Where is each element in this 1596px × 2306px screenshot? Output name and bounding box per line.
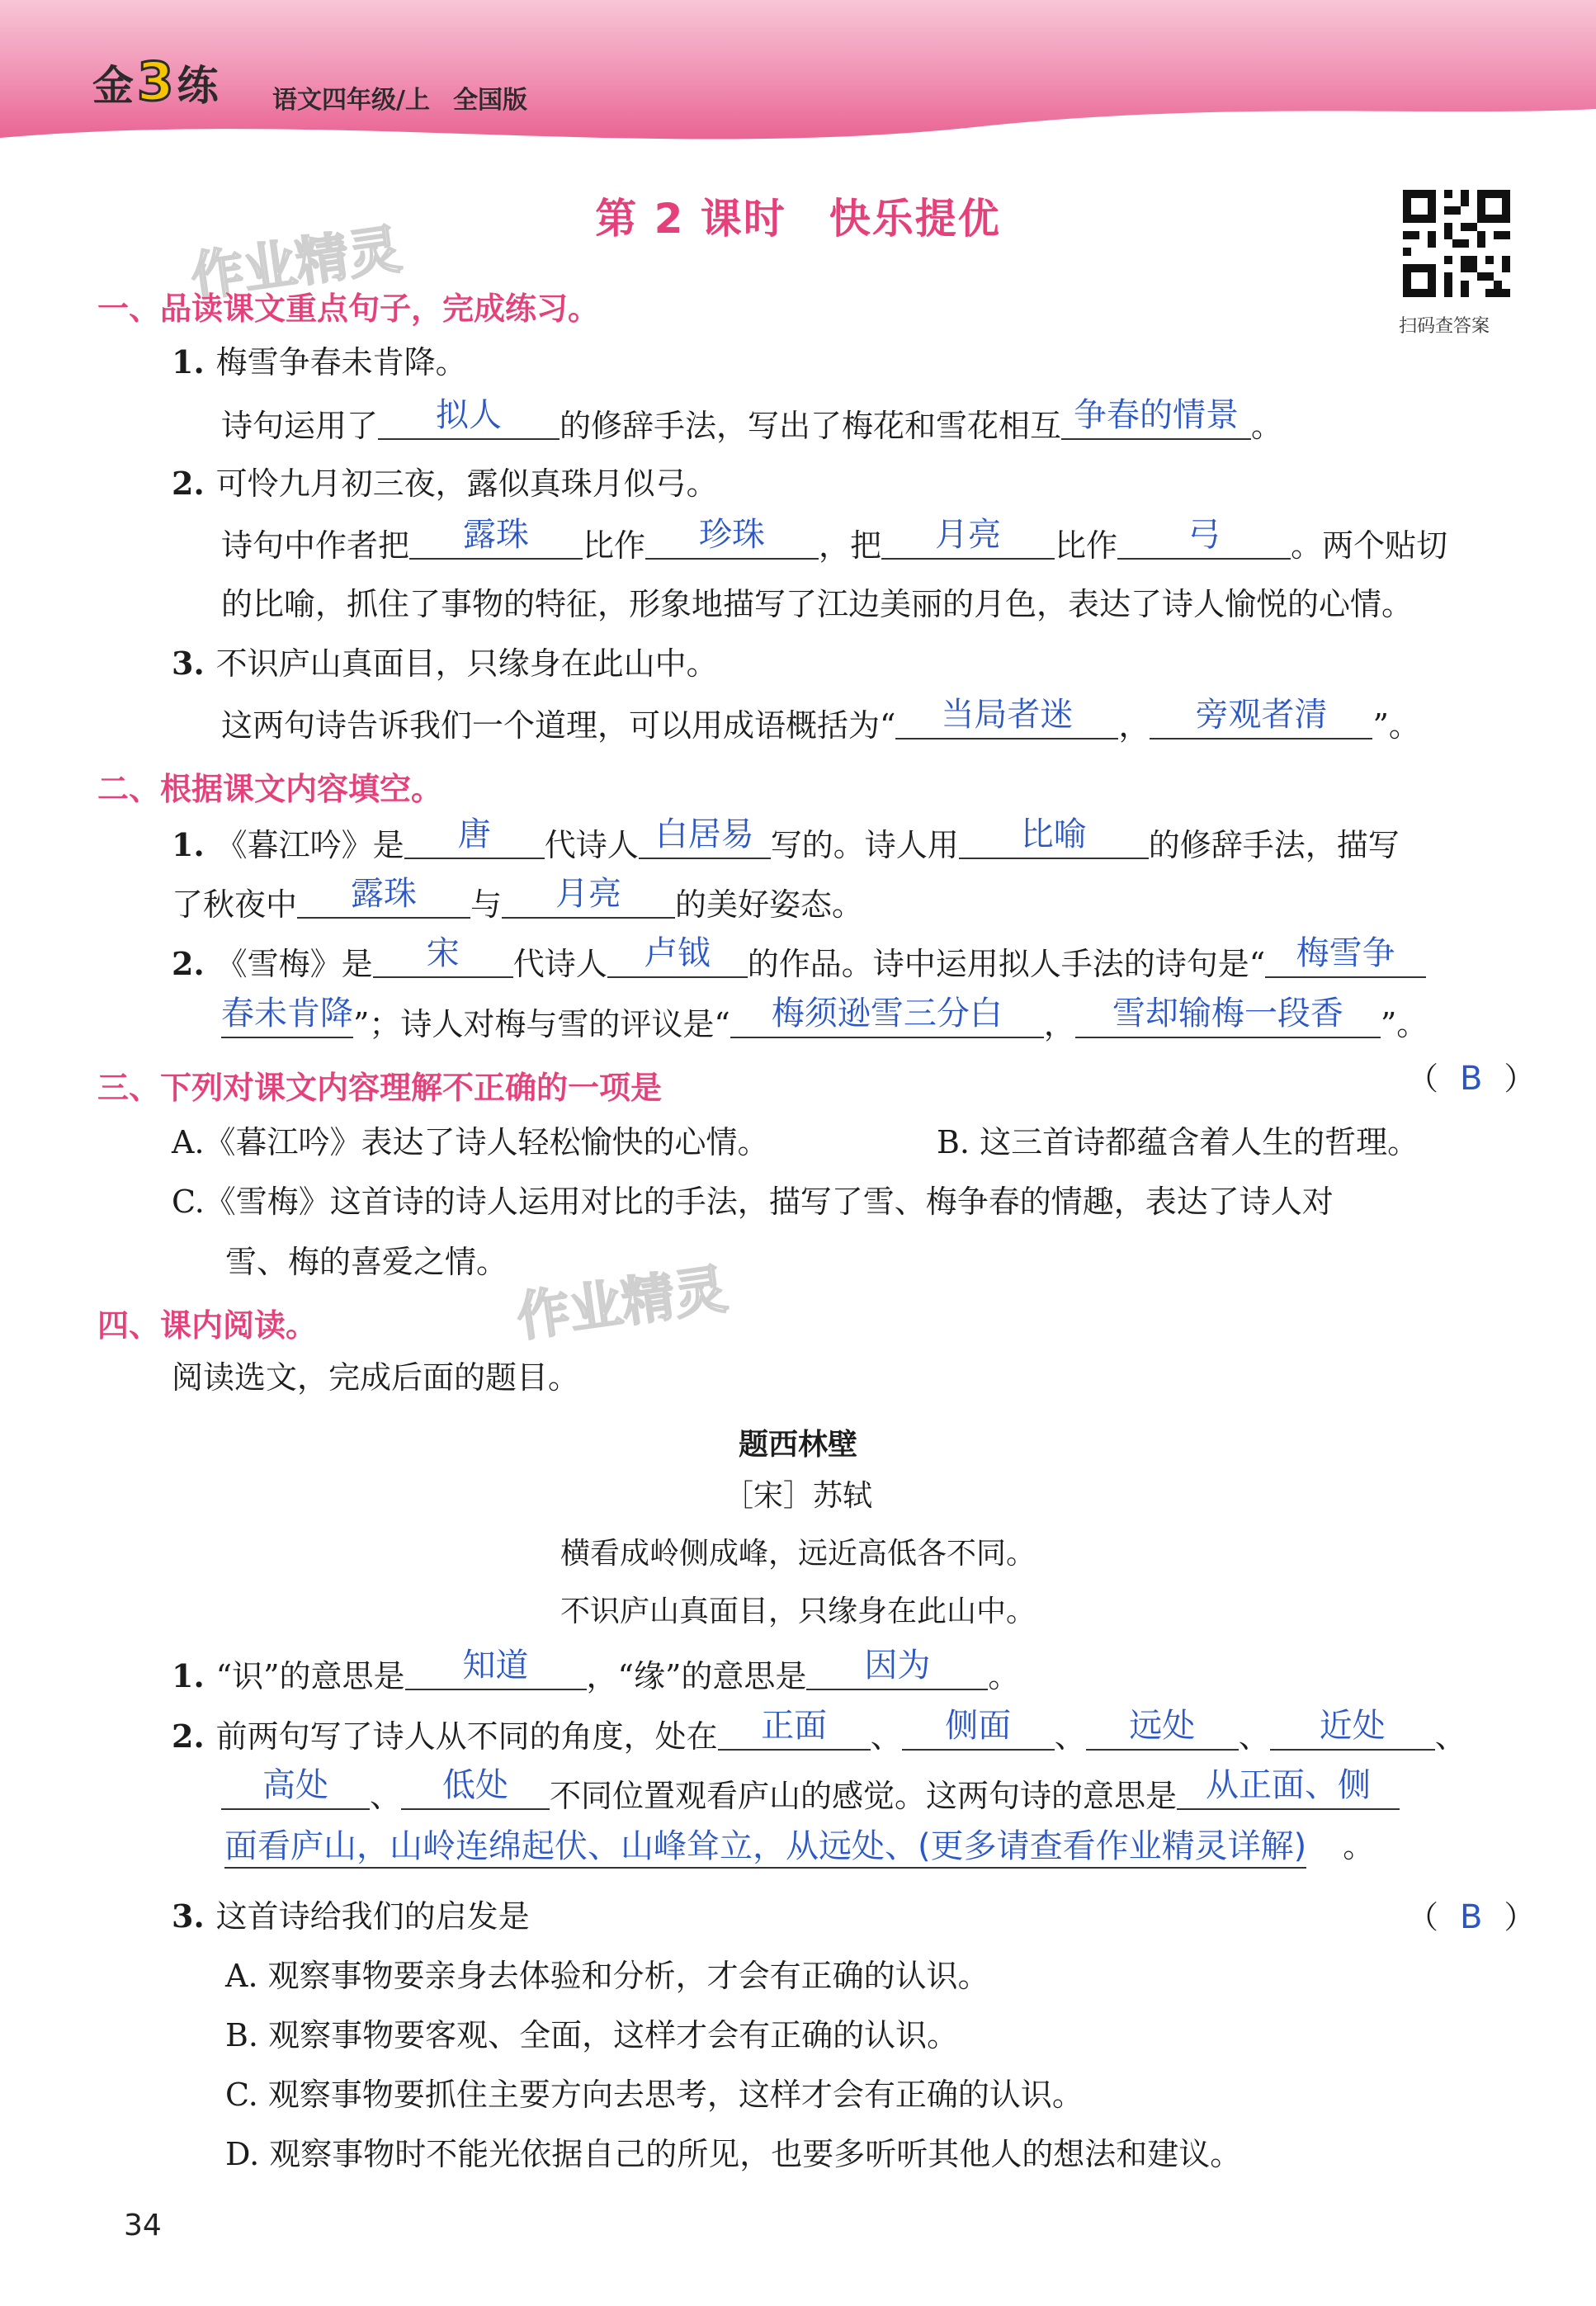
answer-blank[interactable]: 因为 <box>806 1659 988 1690</box>
header-wave <box>0 92 1596 167</box>
watermark-top: 作业精灵 <box>187 219 405 310</box>
s1-q3-fill: 这两句诗告诉我们一个道理，可以用成语概括为“ 当局者迷 ， 旁观者清 ”。 <box>221 696 1420 744</box>
answer-blank[interactable]: 争春的情景 <box>1061 409 1251 440</box>
s3-answer-paren: （ B ） <box>1407 1060 1536 1098</box>
s4-q2-answer-line: 面看庐山，山岭连绵起伏、山峰耸立，从远处、(更多请查看作业精灵详解) 。 <box>224 1830 1374 1863</box>
answer-blank[interactable]: 露珠 <box>409 528 583 560</box>
s3-option-b: B. 这三首诗都蕴含着人生的哲理。 <box>937 1124 1419 1160</box>
s4-q3-option-b: B. 观察事物要客观、全面，这样才会有正确的认识。 <box>225 2017 959 2053</box>
answer-blank[interactable]: 从正面、侧 <box>1177 1779 1400 1810</box>
answer-blank[interactable]: 近处 <box>1270 1719 1435 1751</box>
s1-q1-fill: 诗句运用了 拟人 的修辞手法，写出了梅花和雪花相互 争春的情景 。 <box>221 396 1283 444</box>
s4-q1-fill: 1. “识”的意思是 知道 ，“缘”的意思是 因为 。 <box>172 1647 1020 1694</box>
answer-blank[interactable]: 低处 <box>401 1779 550 1810</box>
poem-author: ［宋］苏轼 <box>723 1479 872 1513</box>
brand-logo <box>92 50 219 116</box>
s4-q3-option-d: D. 观察事物时不能光依据自己的所见，也要多听听其他人的想法和建议。 <box>225 2136 1242 2172</box>
answer-blank[interactable]: 知道 <box>405 1659 587 1690</box>
section-2-title: 二、根据课文内容填空。 <box>97 771 443 807</box>
section-3-title: 三、下列对课文内容理解不正确的一项是 <box>97 1070 663 1106</box>
s2-q1-fill-line2: 了秋夜中 露珠 与 月亮 的美好姿态。 <box>172 875 864 923</box>
s1-q2-fill: 诗句中作者把 露珠 比作 珍珠 ，把 月亮 比作 弓 。两个贴切 <box>221 516 1448 564</box>
answer-blank[interactable]: 拟人 <box>378 409 560 440</box>
qr-caption: 扫码查答案 <box>1399 316 1490 337</box>
answer-blank[interactable]: 远处 <box>1086 1719 1239 1751</box>
s2-q2-fill-line2: 春未肯降 ”；诗人对梅与雪的评议是“ 梅须逊雪三分白 ， 雪却输梅一段香 ”。 <box>221 995 1428 1042</box>
poem-line-1: 横看成岭侧成峰，远近高低各不同。 <box>560 1537 1036 1571</box>
long-answer[interactable]: 面看庐山，山岭连绵起伏、山峰耸立，从远处、(更多请查看作业精灵详解) <box>224 1827 1306 1869</box>
section-1-title: 一、品读课文重点句子，完成练习。 <box>97 291 600 327</box>
logo-number: 3 <box>137 52 174 113</box>
poem-line-2: 不识庐山真面目，只缘身在此山中。 <box>560 1595 1036 1628</box>
answer-blank[interactable]: 露珠 <box>297 887 470 919</box>
grade-label: 语文四年级/上 <box>272 86 430 115</box>
s3-answer: B <box>1460 1060 1483 1098</box>
s3-option-c: C.《雪梅》这首诗的诗人运用对比的手法，描写了雪、梅争春的情趣，表达了诗人对 <box>172 1184 1334 1220</box>
section-4-title: 四、课内阅读。 <box>97 1307 318 1344</box>
s1-q3-question: 3. 不识庐山真面目，只缘身在此山中。 <box>172 645 718 682</box>
answer-blank[interactable]: 春未肯降 <box>221 1007 353 1038</box>
s1-q1-question: 1. 梅雪争春未肯降。 <box>172 343 467 380</box>
lesson-title: 第 2 课时 快乐提优 <box>595 195 1001 243</box>
answer-blank[interactable]: 白居易 <box>639 828 771 859</box>
book-subject <box>272 79 550 116</box>
s2-q2-fill: 2. 《雪梅》是 宋 代诗人 卢钺 的作品。诗中运用拟人手法的诗句是“ 梅雪争 <box>172 947 1426 980</box>
answer-blank[interactable]: 梅须逊雪三分白 <box>730 1007 1044 1038</box>
answer-blank[interactable]: 比喻 <box>959 828 1149 859</box>
page-number: 34 <box>124 2209 162 2242</box>
answer-blank[interactable]: 侧面 <box>902 1719 1055 1751</box>
s4-q3-answer-paren: （ B ） <box>1407 1898 1536 1936</box>
question-number: 1. <box>172 343 205 380</box>
s4-q2-fill-line2: 高处 、 低处 不同位置观看庐山的感觉。这两句诗的意思是 从正面、侧 <box>221 1779 1400 1812</box>
s2-q1-fill: 1. 《暮江吟》是 唐 代诗人 白居易 写的。诗人用 比喻 的修辞手法，描写 <box>172 815 1400 863</box>
s1-q2-line2: 的比喻，抓住了事物的特征，形象地描写了江边美丽的月色，表达了诗人愉悦的心情。 <box>221 586 1414 622</box>
answer-blank[interactable]: 宋 <box>373 947 513 978</box>
answer-blank[interactable]: 弓 <box>1117 528 1291 560</box>
answer-blank[interactable]: 当局者迷 <box>895 708 1118 740</box>
logo-char-lian: 练 <box>177 62 219 110</box>
s3-option-a: A.《暮江吟》表达了诗人轻松愉快的心情。 <box>172 1124 769 1160</box>
s4-q3-option-a: A. 观察事物要亲身去体验和分析，才会有正确的认识。 <box>225 1958 989 1994</box>
answer-blank[interactable]: 正面 <box>718 1719 871 1751</box>
s4-intro: 阅读选文，完成后面的题目。 <box>172 1359 580 1396</box>
watermark-middle: 作业精灵 <box>512 1259 731 1349</box>
answer-blank[interactable]: 梅雪争 <box>1265 947 1426 978</box>
s4-q3-question: 3. 这首诗给我们的启发是 <box>172 1897 530 1935</box>
s4-q3-answer: B <box>1460 1898 1483 1936</box>
answer-blank[interactable]: 月亮 <box>502 887 675 919</box>
answer-blank[interactable]: 卢钺 <box>607 947 748 978</box>
answer-blank[interactable]: 雪却输梅一段香 <box>1075 1007 1381 1038</box>
answer-blank[interactable]: 高处 <box>221 1779 370 1810</box>
edition-label: 全国版 <box>452 86 527 115</box>
poem-title: 题西林壁 <box>738 1428 857 1462</box>
s4-q2-fill: 2. 前两句写了诗人从不同的角度，处在 正面 、 侧面 、 远处 、 近处 、 <box>172 1707 1466 1755</box>
s3-option-c-cont: 雪、梅的喜爱之情。 <box>225 1244 508 1280</box>
qr-code-icon[interactable] <box>1403 190 1510 297</box>
answer-blank[interactable]: 唐 <box>404 828 545 859</box>
answer-blank[interactable]: 月亮 <box>881 528 1055 560</box>
s1-q2-question: 2. 可怜九月初三夜，露似真珠月似弓。 <box>172 465 718 502</box>
s4-q3-option-c: C. 观察事物要抓住主要方向去思考，这样才会有正确的认识。 <box>225 2077 1084 2113</box>
answer-blank[interactable]: 珍珠 <box>645 528 819 560</box>
answer-blank[interactable]: 旁观者清 <box>1150 708 1372 740</box>
logo-char-jin: 金 <box>92 62 134 110</box>
